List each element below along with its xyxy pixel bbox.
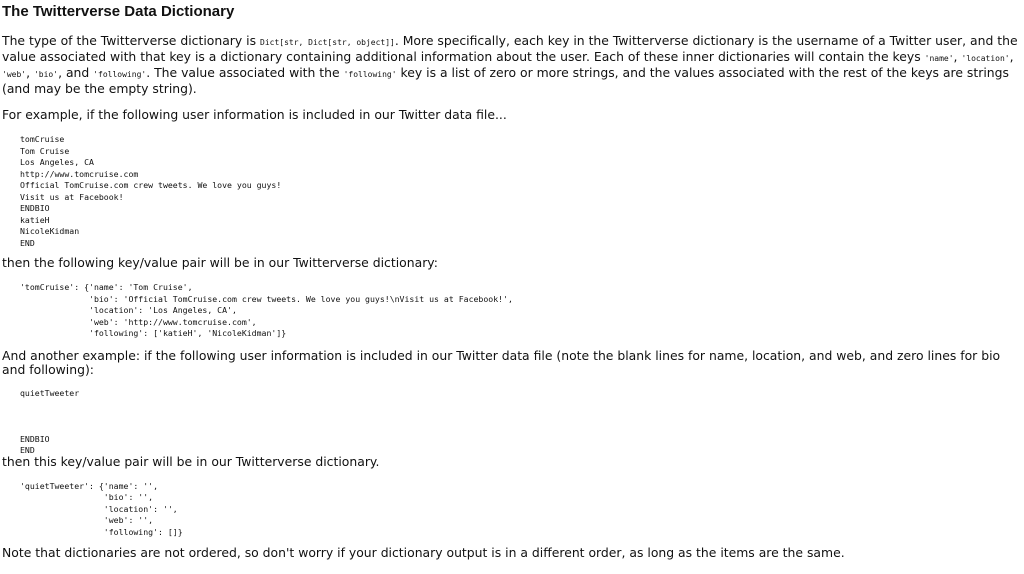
inline-code-type: Dict[str, Dict[str, object]] [260, 38, 395, 47]
intro-text: . More specifically, each key in the Twitterverse dictionary is the username of a Twitter user, and the value associated with that key is a dictionary containing additional information about the user. Each of these inner dictionaries will contain the keys [2, 33, 1018, 64]
inline-code-bio-key: 'bio' [33, 70, 59, 79]
example1-intro: For example, if the following user information is included in our Twitter data file... [2, 107, 507, 122]
example1-dict-block: 'tomCruise': {'name': 'Tom Cruise', 'bio': 'Official TomCruise.com crew tweets. We love you guys!\nVisit us at Facebook!', 'location': 'Los Angeles, CA', 'web': 'http://www.tomcruise.com', 'following': ['katieH', 'NicoleKidman']} [20, 282, 513, 338]
intro-text: , [1009, 49, 1014, 64]
intro-text: key is a list of zero or more strings, and the values associated with the rest of the keys are strings (and may be the empty string). [2, 65, 1009, 96]
note-paragraph: Note that dictionaries are not ordered, so don't worry if your dictionary output is in a different order, as long as the items are the same. [2, 545, 845, 560]
intro-text: , [953, 49, 962, 64]
inline-code-name-key: 'name' [924, 54, 954, 63]
example2-dict-block: 'quietTweeter': {'name': '', 'bio': '', 'location': '', 'web': '', 'following': []} [20, 480, 183, 537]
intro-text: , and [58, 65, 94, 80]
intro-text: . The value associated with the [146, 65, 344, 80]
then2-paragraph: then this key/value pair will be in our Twitterverse dictionary. [2, 453, 380, 469]
inline-code-location-key: 'location' [961, 54, 1010, 63]
then1-paragraph: then the following key/value pair will be in our Twitterverse dictionary: [2, 255, 438, 270]
inline-code-web-key: 'web' [2, 70, 27, 79]
inline-code-following-key: 'following' [343, 70, 397, 79]
intro-text: The type of the Twitterverse dictionary is [2, 33, 260, 48]
page-title: The Twitterverse Data Dictionary [2, 3, 235, 20]
intro-paragraph [2, 34, 1022, 96]
inline-code-following-key: 'following' [93, 70, 147, 79]
example1-data-file-block: tomCruise Tom Cruise Los Angeles, CA http://www.tomcruise.com Official TomCruise.com crew tweets. We love you guys! Visit us at Facebook! ENDBIO katieH NicoleKidman END [20, 134, 282, 248]
example2-intro: And another example: if the following user information is included in our Twitter data file (note the blank lines for name, location, and web, and zero lines for bio and following): [2, 347, 1001, 377]
intro-text: , [26, 65, 34, 80]
example2-data-file-block: quietTweeter ENDBIO END [20, 387, 80, 455]
